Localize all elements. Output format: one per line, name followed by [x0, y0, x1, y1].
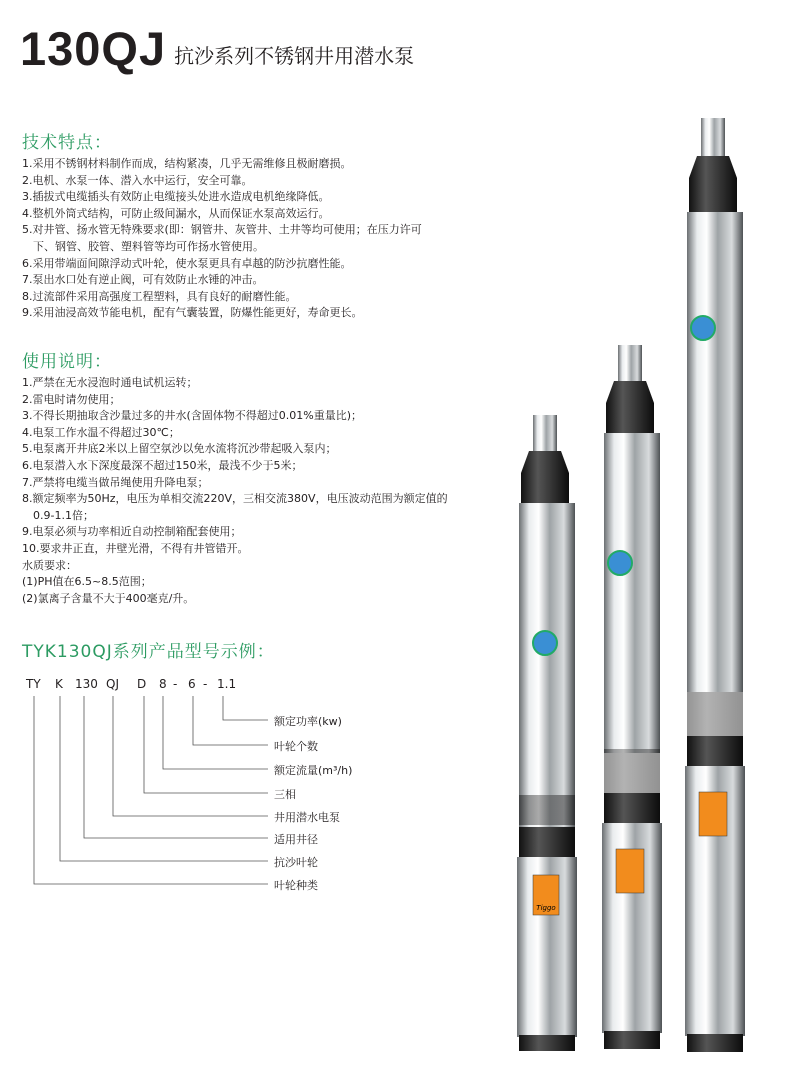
code-part: 1.1 — [217, 677, 237, 691]
model-code-meaning: 井用潜水电泵 — [274, 811, 340, 824]
product-model: 130QJ — [20, 22, 167, 75]
list-item: 5.电泵离开井底2米以上留空氛沙以免水流将沉沙带起吸入泵内； — [22, 442, 337, 456]
list-item: 8.额定频率为50Hz，电压为单相交流220V，三相交流380V，电压波动范围为额定值的0.9-1.1倍； — [22, 492, 448, 522]
code-part: - — [173, 677, 178, 691]
model-code-meaning: 抗沙叶轮 — [274, 856, 318, 869]
list-item: 5.对井管、扬水管无特殊要求(即：钢管井、灰管井、土井等均可使用；在压力许可下、钢管、胶管、塑料管等均可作扬水管使用。 — [22, 223, 422, 253]
list-item: 6.采用带端面间隙浮动式叶轮，使水泵更具有卓越的防沙抗磨性能。 — [22, 256, 352, 270]
model-code-meaning: 叶轮个数 — [274, 740, 318, 753]
list-item: 1.采用不锈钢材料制作而成，结构紧凑，几乎无需维修且极耐磨损。 — [22, 157, 352, 170]
model-code-meaning: 额定功率(kw) — [274, 715, 342, 728]
product-subtitle: 抗沙系列不锈钢井用潜水泵 — [174, 44, 415, 68]
model-code-meaning: 叶轮种类 — [274, 879, 318, 892]
code-part: D — [137, 677, 147, 691]
list-item: 3.插拔式电缆插头有效防止电缆接头处进水造成电机绝缘降低。 — [22, 190, 330, 204]
list-item: 7.泵出水口处有逆止阀，可有效防止水锤的冲击。 — [22, 273, 264, 287]
code-part: K — [55, 677, 63, 691]
list-item: 2.电机、水泵一体、潜入水中运行，安全可靠。 — [22, 173, 253, 187]
pump-image-short — [505, 415, 595, 1055]
features-heading: 技术特点： — [22, 133, 112, 153]
list-item: 水质要求： — [22, 558, 77, 572]
list-item: 7.严禁将电缆当做吊绳使用升降电泵； — [22, 475, 209, 489]
brand-label: Tiggo — [536, 904, 556, 912]
list-item: 4.电泵工作水温不得超过30℃； — [22, 425, 180, 439]
model-code-meaning: 三相 — [274, 788, 296, 801]
model-code-meaning: 额定流量(m³/h) — [274, 764, 353, 777]
list-item: 9.电泵必须与功率相近自动控制箱配套使用； — [22, 525, 242, 539]
list-item: (1)PH值在6.5~8.5范围； — [22, 575, 152, 589]
pump-image-medium — [590, 345, 680, 1055]
model-example-heading: TYK130QJ系列产品型号示例： — [22, 642, 275, 662]
list-item: 1.严禁在无水浸泡时通电试机运转； — [22, 376, 198, 389]
code-part: 8 — [159, 677, 167, 691]
list-item: (2)氯离子含量不大于400毫克/升。 — [22, 591, 195, 605]
code-part: 6 — [188, 677, 196, 691]
code-part: QJ — [106, 677, 119, 691]
list-item: 4.整机外筒式结构，可防止级间漏水，从而保证水泵高效运行。 — [22, 206, 330, 220]
list-item: 6.电泵潜入水下深度最深不超过150米，最浅不少于5米； — [22, 458, 303, 472]
code-part: TY — [26, 677, 41, 691]
model-code-meaning: 适用井径 — [274, 833, 318, 846]
list-item: 9.采用油浸高效节能电机，配有气囊装置，防爆性能更好，寿命更长。 — [22, 306, 363, 320]
code-part: - — [203, 677, 208, 691]
list-item: 2.雷电时请勿使用； — [22, 392, 121, 406]
list-item: 3.不得长期抽取含沙量过多的井水(含固体物不得超过0.01%重量比)； — [22, 409, 363, 423]
code-part: 130 — [75, 677, 98, 691]
list-item: 8.过流部件采用高强度工程塑料，具有良好的耐磨性能。 — [22, 289, 297, 303]
pump-image-tall — [673, 118, 763, 1058]
usage-heading: 使用说明： — [22, 352, 112, 372]
list-item: 10.要求井正直，井壁光滑，不得有井管错开。 — [22, 541, 249, 555]
